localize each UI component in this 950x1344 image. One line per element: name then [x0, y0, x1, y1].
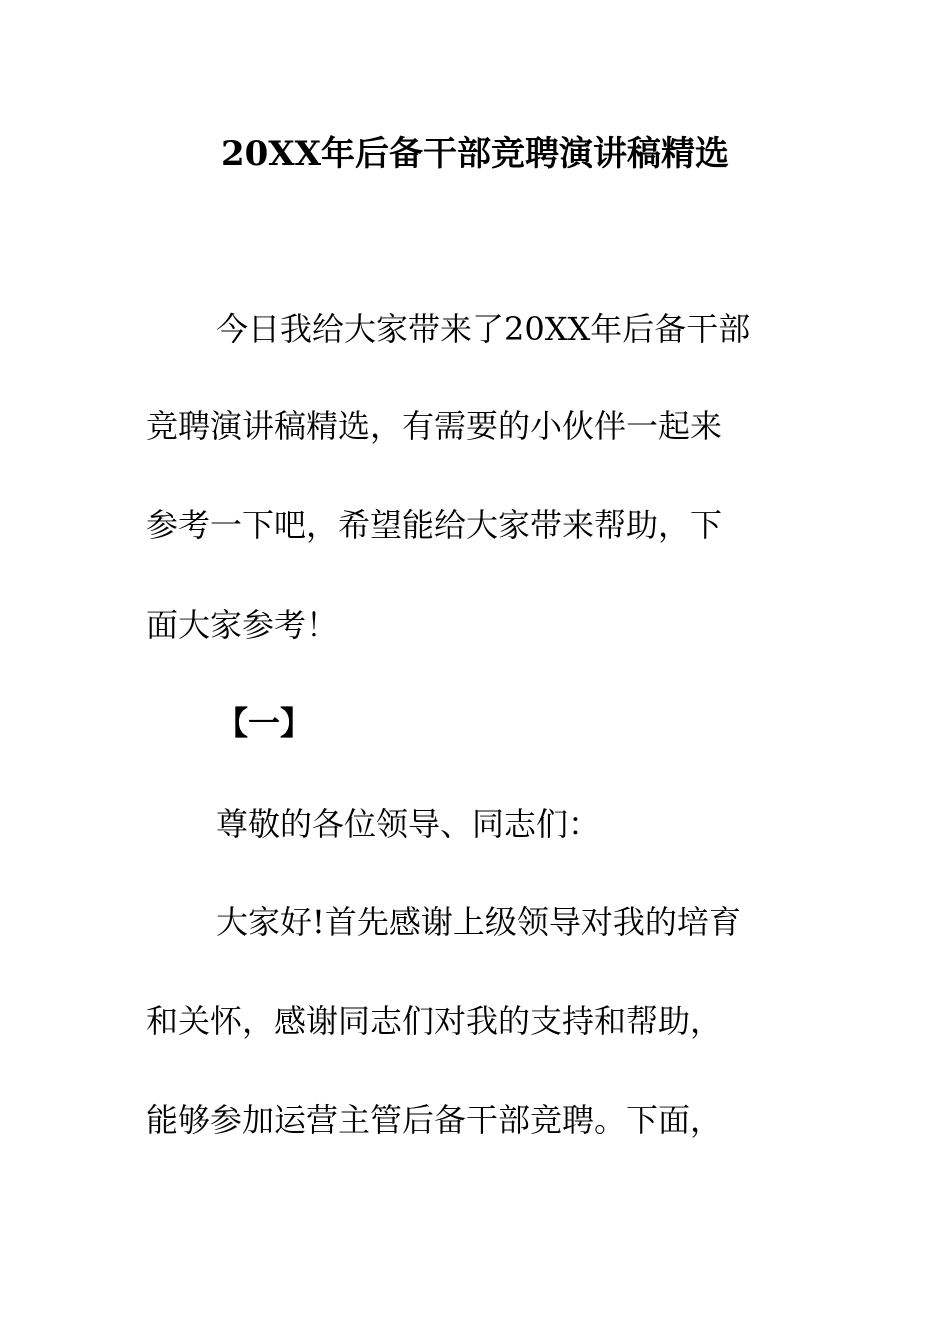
paragraph-line: 大家好!首先感谢上级领导对我的培育: [216, 903, 741, 941]
paragraph-line: 参考一下吧，希望能给大家带来帮助，下: [146, 506, 723, 544]
paragraph-line: 竞聘演讲稿精选，有需要的小伙伴一起来: [146, 407, 723, 445]
paragraph-line: 和关怀，感谢同志们对我的支持和帮助，: [146, 1002, 723, 1040]
document-title: 20XX年后备干部竞聘演讲稿精选: [220, 134, 730, 174]
paragraph-line: 能够参加运营主管后备干部竞聘。下面，: [146, 1101, 723, 1139]
salutation-line: 尊敬的各位领导、同志们：: [216, 805, 601, 843]
paragraph-line: 面大家参考！: [146, 606, 339, 644]
section-heading: 【一】: [216, 704, 313, 742]
paragraph-line: 今日我给大家带来了20XX年后备干部: [216, 310, 751, 348]
